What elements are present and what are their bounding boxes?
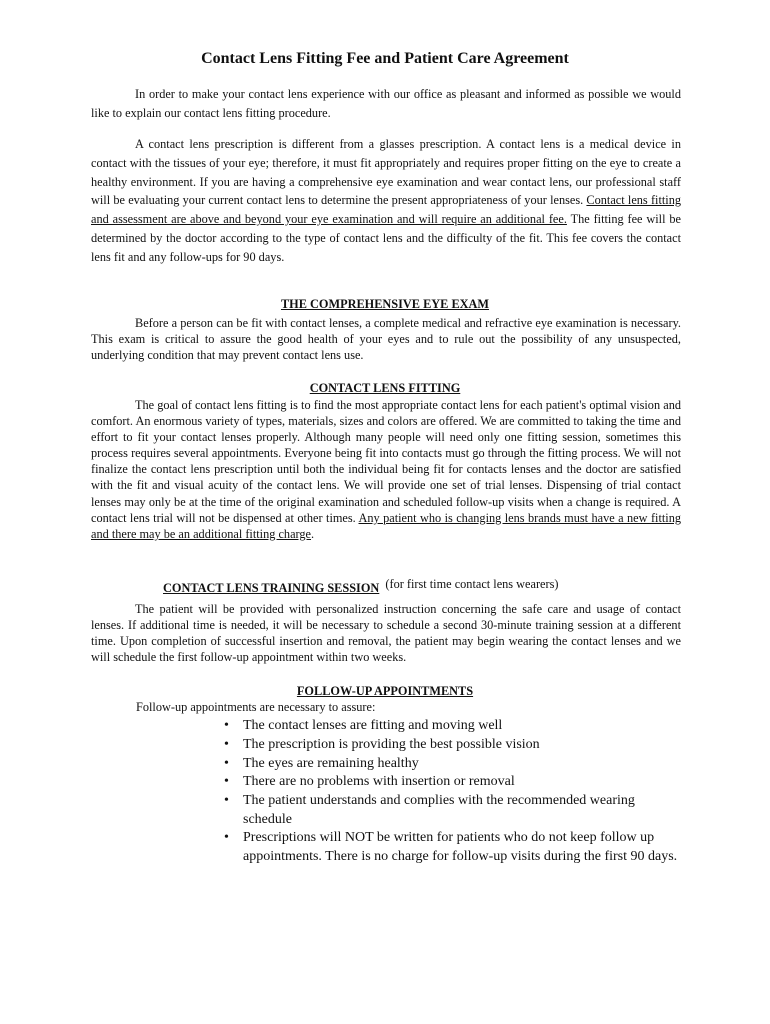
- training-paragraph: [91, 601, 681, 665]
- fitting-text: The goal of contact lens fitting is to find the most appropriate contact lens for each patient's optimal vision and comfort. An enormous variety of types, materials, sizes and colors are offered. We are committed to taking the time and effort to fit your contact lenses properly. Although many people will need only one fitting session, sometimes this process requires several appointments. Everyone being fit into contacts must go through the fitting process. We will not finalize the contact lens prescription until both the individual being fit for contacts lenses and the doctor are satisfied with the fit and visual acuity of the contact lens. We will provide one set of trial lenses. Dispensing of trial contact lenses may only be at the time of the original examination and scheduled follow-up visits when a change is required. A contact lens trial will not be dispensed at other times.: [91, 398, 681, 525]
- training-note: (for first time contact lens wearers): [385, 577, 559, 591]
- fitting-end: .: [311, 526, 315, 541]
- list-item: • The prescription is providing the best possible vision: [224, 736, 684, 754]
- followup-lead: Follow-up appointments are necessary to assure:: [136, 700, 376, 714]
- list-item: • The eyes are remaining healthy: [224, 755, 684, 773]
- bullet-icon: •: [224, 774, 229, 790]
- fitting-fee-notice: Contact lens fitting and assessment are above and beyond your eye examination and will require an additional fee.: [91, 193, 681, 227]
- intro-text: In order to make your contact lens experience with our office as pleasant and informed as possible we would like to explain our contact lens fitting procedure.: [91, 87, 681, 120]
- list-item: • The patient understands and complies with the recommended wearing schedule: [224, 793, 635, 827]
- bullet-icon: •: [224, 736, 229, 752]
- list-item: • There are no problems with insertion or removal: [224, 773, 684, 791]
- training-text: The patient will be provided with personalized instruction concerning the safe care and usage of contact lenses. If additional time is needed, it will be necessary to schedule a second 30-minute training session at a different time. Upon completion of successful insertion and removal, the patient may begin wearing the contact lenses and we will schedule the first follow-up appointment within two weeks.: [91, 602, 681, 665]
- followup-heading: FOLLOW-UP APPOINTMENTS: [296, 684, 474, 698]
- training-heading: CONTACT LENS TRAINING SESSION: [163, 581, 380, 595]
- lens-brand-change-notice: Any patient who is changing lens brands must have a new fitting and there may be an additional fitting charge: [91, 510, 681, 541]
- prescription-text-b: The fitting fee will be determined by the doctor according to the type of contact lens and the difficulty of the fit. This fee covers the contact lens fit and any follow-ups for 90 days.: [91, 212, 681, 264]
- bullet-icon: •: [224, 718, 229, 733]
- training-heading-line: [163, 577, 559, 596]
- prescription-paragraph: [91, 135, 681, 267]
- bullet-icon: •: [224, 755, 229, 771]
- followup-list: [224, 717, 684, 867]
- exam-paragraph: [91, 315, 681, 363]
- fitting-heading: CONTACT LENS FITTING: [309, 381, 461, 395]
- page-title: Contact Lens Fitting Fee and Patient Care Agreement: [201, 50, 569, 67]
- prescription-text-a: A contact lens prescription is different from a glasses prescription. A contact lens is a medical device in contact with the tissues of your eye; therefore, it must fit appropriately and requires proper fitting on the eye to create a healthy environment. If you are having a comprehensive eye examination and wear contact lens, our professional staff will be evaluating your current contact lens to determine the present appropriateness of your lenses.: [91, 137, 681, 208]
- list-item: • The contact lenses are fitting and moving well: [224, 717, 684, 735]
- exam-text: Before a person can be fit with contact lenses, a complete medical and refractive eye examination is necessary. This exam is critical to assure the good health of your eyes and to rule out the possibility of any unsuspected, underlying condition that may prevent contact lens use.: [91, 316, 681, 363]
- exam-heading: THE COMPREHENSIVE EYE EXAM: [280, 297, 490, 311]
- intro-paragraph: [91, 85, 681, 123]
- bullet-icon: •: [224, 830, 229, 846]
- bullet-icon: •: [224, 793, 229, 809]
- list-item: • Prescriptions will NOT be written for patients who do not keep follow up appointments. There is no charge for follow-up visits during the first 90 days.: [224, 830, 678, 864]
- fitting-paragraph: [91, 397, 681, 542]
